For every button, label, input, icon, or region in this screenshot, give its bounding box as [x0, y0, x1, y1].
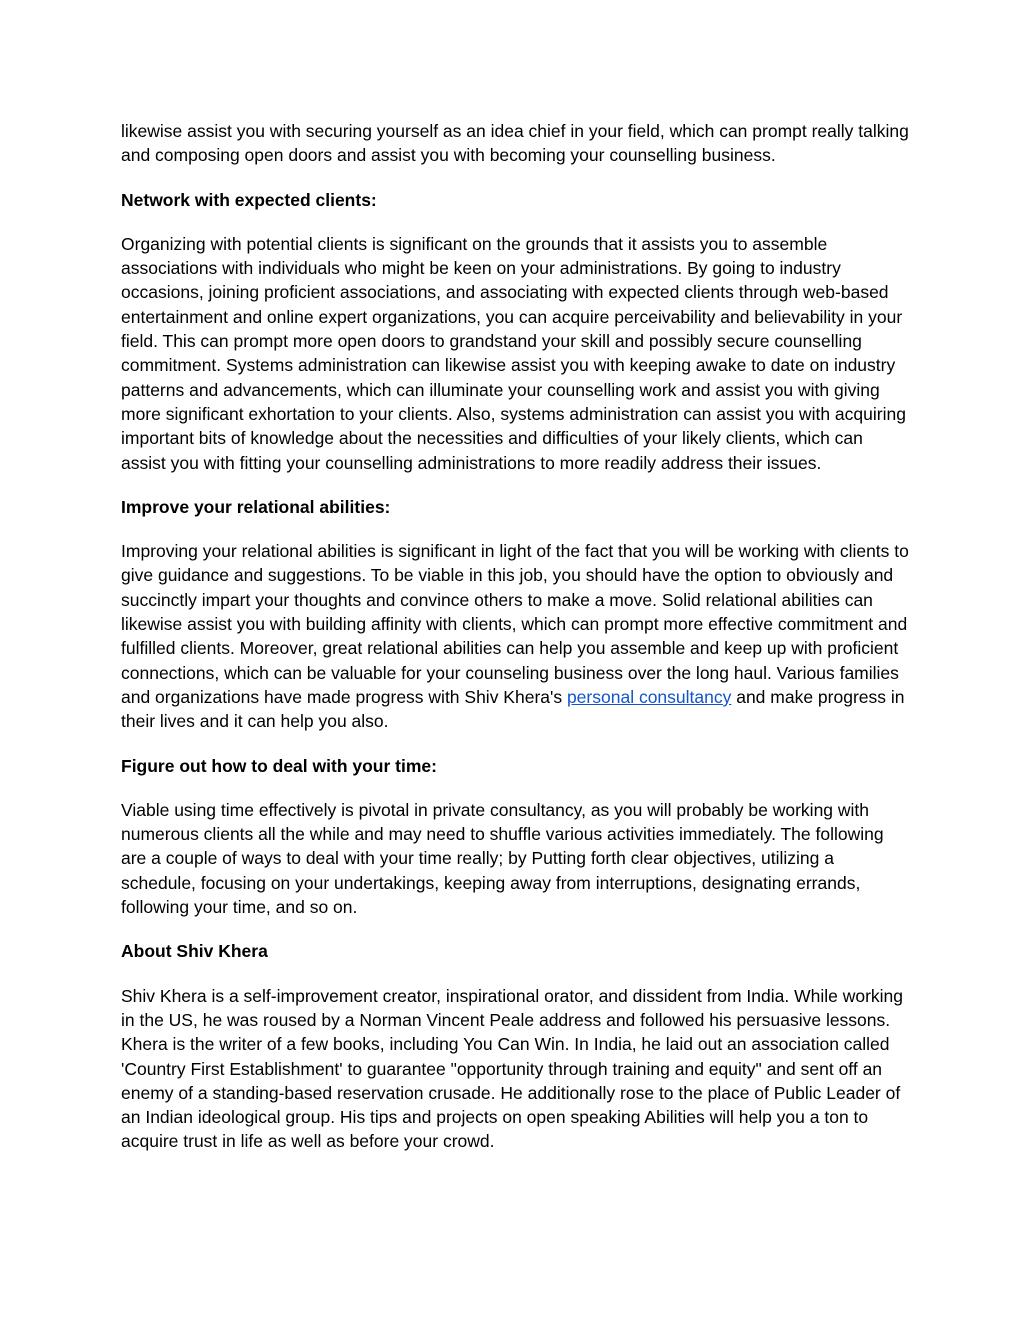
section-body-relational [121, 539, 911, 733]
section-body-about: Shiv Khera is a self-improvement creator, inspirational orator, and dissident from India. While working in the US, he was roused by a Norman Vincent Peale address and followed his persuasive lessons. Khera is the writer of a few books, including You Can Win. In India, he laid out an association called 'Country First Establishment' to guarantee "opportunity through training and equity" and sent off an enemy of a standing-based reservation crusade. He additionally rose to the place of Public Leader of an Indian ideological group. His tips and projects on open speaking Abilities will help you a ton to acquire trust in life as well as before your crowd. [121, 985, 904, 1152]
section-body-time: Viable using time effectively is pivotal in private consultancy, as you will probably be working with numerous clients all the while and may need to shuffle various activities immediately. The following are a couple of ways to deal with your time really; by Putting forth clear objectives, utilizing a schedule, focusing on your undertakings, keeping away from interruptions, designating errands, following your time, and so on. [121, 799, 884, 918]
personal-consultancy-link[interactable]: personal consultancy [566, 686, 732, 707]
section-heading-time: Figure out how to deal with your time: [121, 755, 437, 776]
section-body-network: Organizing with potential clients is significant on the grounds that it assists you to assemble associations with individuals who might be keen on your administrations. By going to industry occasions, joining proficient associations, and associating with expected clients through web-based entertainment and online expert organizations, you can acquire perceivability and believability in your field. This can prompt more open doors to grandstand your skill and possibly secure counselling commitment. Systems administration can likewise assist you with keeping awake to date on industry patterns and advancements, which can illuminate your counselling work and assist you with giving more significant exhortation to your clients. Also, systems administration can assist you with acquiring important bits of knowledge about the necessities and difficulties of your likely clients, which can assist you with fitting your counselling administrations to more readily address their issues. [121, 233, 906, 473]
section-heading-relational: Improve your relational abilities: [121, 496, 391, 517]
section-heading-about: About Shiv Khera [121, 941, 268, 962]
relational-body-text-start: Improving your relational abilities is significant in light of the fact that you will be working with clients to give guidance and suggestions. To be viable in this job, you should have the option to obviously and succinctly impart your thoughts and convince others to make a move. Solid relational abilities can likewise assist you with building affinity with clients, which can prompt more effective commitment and fulfilled clients. Moreover, great relational abilities can help you assemble and keep up with proficient connections, which can be valuable for your counseling business over the long haul. Various families and organizations have made progress with Shiv Khera's [121, 541, 909, 707]
intro-paragraph: likewise assist you with securing yourself as an idea chief in your field, which can prompt really talking and composing open doors and assist you with becoming your counselling business. [121, 121, 909, 166]
document-page [121, 119, 911, 1174]
section-heading-network: Network with expected clients: [121, 189, 377, 210]
relational-body-text-end: and make progress in their lives and it can help you also. [121, 686, 905, 732]
